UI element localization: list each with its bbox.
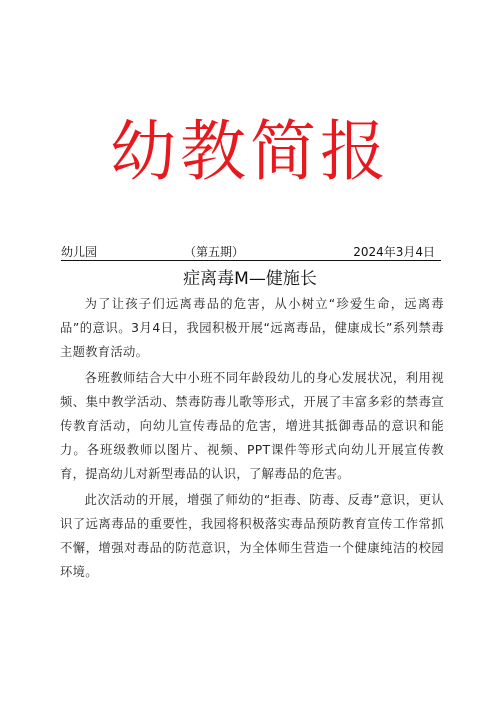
header-divider	[61, 260, 441, 261]
paragraph: 各班教师结合大中小班不同年龄段幼儿的身心发展状况，利用视频、集中教学活动、禁毒防毒儿歌等形式，开展了丰富多彩的禁毒宣传教育活动，向幼儿宣传毒品的危害，增进其抵御毒品的意识和能力。各班级教师以图片、视频、PPT课件等形式向幼儿开展宣传教育，提高幼儿对新型毒品的认识，了解毒品的危害。	[60, 370, 444, 482]
article-headline: 症离毒M—健施长	[183, 269, 317, 289]
article-body	[60, 292, 444, 585]
masthead-title: 幼教简报	[110, 113, 390, 190]
paragraph: 此次活动的开展，增强了师幼的“拒毒、防毒、反毒”意识，更认识了远离毒品的重要性，我园将积极落实毒品预防教育宣传工作常抓不懈，增强对毒品的防范意识，为全体师生营造一个健康纯洁的校园环境。	[60, 492, 444, 580]
issue-date: 2024年3月4日	[353, 245, 435, 259]
organization-name: 幼儿园	[61, 245, 98, 259]
paragraph: 为了让孩子们远离毒品的危害，从小树立“珍爱生命，远离毒品”的意识。3月4日，我园积极开展“远离毒品，健康成长”系列禁毒主题教育活动。	[60, 297, 444, 360]
issue-number: （第五期）	[184, 245, 245, 259]
